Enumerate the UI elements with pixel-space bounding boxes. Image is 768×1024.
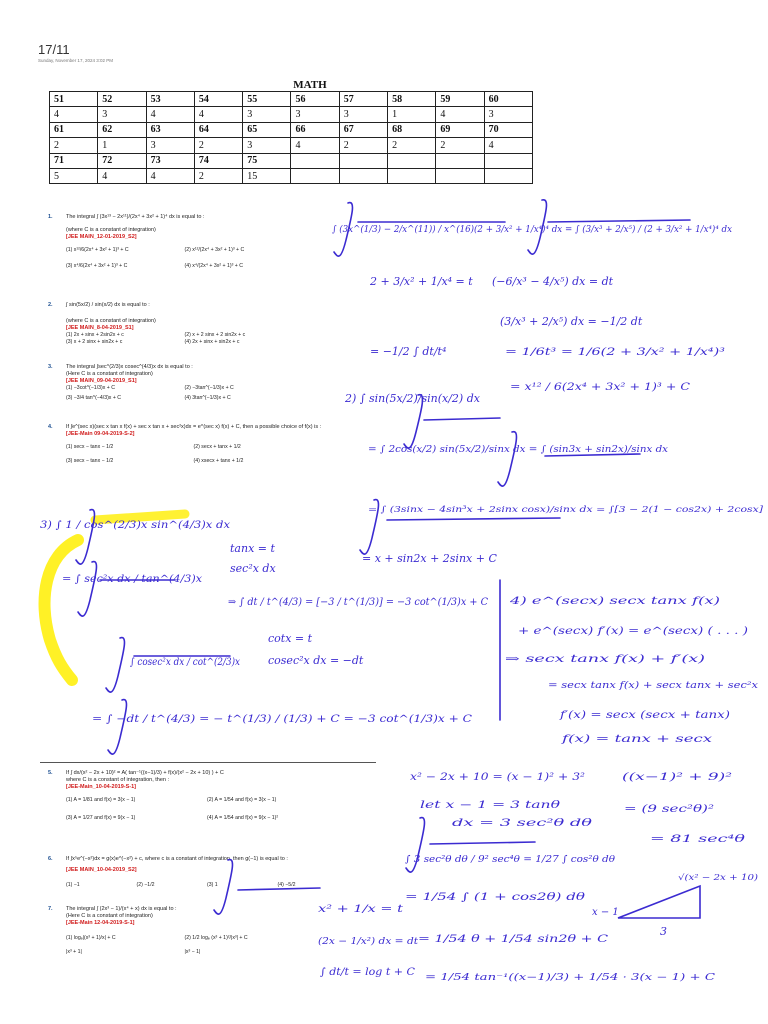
integral-sign [106,638,124,693]
question-number: 1. [48,214,53,220]
ink-line: ∫ (3x^(1/3) − 2/x^(11)) / x^(16)(2 + 3/x² + 1/x⁴)⁴ dx = ∫ (3/x³ + 2/x⁵) / (2 + 3/x² + 1/x⁴)⁴ dx [332,225,748,235]
option: (1) −3cot^(−1/3)x + C [66,385,115,391]
table-cell: 4 [98,168,146,183]
ink-line: (2x − 1/x²) dx = dt [318,936,419,947]
table-cell: 2 [339,138,387,153]
integral-sign [108,700,126,755]
table-cell: 61 [50,122,98,137]
ink-line: 2 + 3/x² + 1/x⁴ = t [370,275,473,288]
option: (3) x⁴/6(2x⁴ + 3x² + 1)³ + C [66,263,128,269]
option: (4) x⁴/(2x⁴ + 3x² + 1)³ + C [184,263,244,269]
table-cell: 55 [243,92,291,107]
ink-line: = x¹² / 6(2x⁴ + 3x² + 1)³ + C [510,382,691,393]
ink-line: = −1/2 ∫ dt/t⁴ [370,345,447,358]
table-cell: 3 [291,107,339,122]
question-number: 5. [48,770,53,776]
question-stem: The integral ∫sec^(2/3)x cosec^(4/3)x dx is equal to : [66,364,193,370]
option: (1) 2x + sinx + 2sin2x + c [66,332,124,338]
answer-key-heading: MATH [293,79,327,91]
ink-line: = ∫ sec²x dx / tan^(4/3)x [62,574,203,585]
table-cell: 3 [243,138,291,153]
ink-line: = x + sin2x + 2sinx + C [362,552,497,565]
question-stem: If ∫ dx/(x² − 2x + 10)² = A( tan⁻¹((x−1)/3) + f(x)/(x² − 2x + 10) ) + C [66,770,224,776]
option: (2) −3tan^(−1/3)x + C [184,385,234,391]
option: (3) A = 1/27 and f(x) = 9(x − 1) [66,815,136,821]
question-number: 2. [48,302,53,308]
option: (1) x¹²/6(2x⁴ + 3x² + 1)³ + C [66,247,129,253]
option: (2) 1/2 logₑ (x³ + 1)²/|x³| + C [184,935,248,941]
question-number: 6. [48,856,53,862]
table-cell: 4 [146,168,194,183]
ink-line: ⇒ ∫ dt / t^(4/3) = [−3 / t^(1/3)] = −3 cot^(1/3)x + C [228,597,489,608]
table-cell: 73 [146,153,194,168]
question-note: (Here C is a constant of integration) [66,913,153,919]
ink-line: x² + 1/x = t [318,904,405,915]
ink-line: sec²x dx [230,562,276,575]
ink-line: dx = 3 sec²θ dθ [452,818,592,829]
question-note: (where C is a constant of integration) [66,318,156,324]
ink-text [40,224,764,983]
option: (4) −5/2 [277,882,296,888]
ink-line: = 1/6t³ = 1/6(2 + 3/x² + 1/x⁴)³ [505,347,725,358]
ink-line: = ∫ (3sinx − 4sin³x + 2sinx cosx)/sinx dx = ∫[3 − 2(1 − cos2x) + 2cosx] [368,505,677,515]
option: (3) secx − tanx − 1/2 [66,458,114,464]
table-cell: 66 [291,122,339,137]
question-source: [JEE MAIN_8-04-2019_S1] [66,325,134,331]
table-cell: 58 [388,92,436,107]
table-cell: 67 [339,122,387,137]
question-note: (where C is a constant of integration) [66,227,156,233]
question-note: (Here C is a constant of integration) [66,371,153,377]
table-cell: 4 [484,138,532,153]
ink-line: 4) e^(secx) secx tanx f(x) [508,596,721,607]
table-cell: 60 [484,92,532,107]
option: (2) x + 2 sinx + 2 sin2x + c [184,332,246,338]
question-source: [JEE MAIN_12-01-2019_S2] [66,234,137,240]
table-cell: 59 [436,92,484,107]
question-stem: ∫ sin(5x/2) / sin(x/2) dx is equal to : [66,302,150,308]
fraction-bar [430,842,535,844]
table-cell: 64 [194,122,242,137]
table-cell: 53 [146,92,194,107]
table-cell: 4 [146,107,194,122]
table-cell: 3 [146,138,194,153]
option: (1) secx − tanx − 1/2 [66,444,114,450]
table-cell: 1 [388,107,436,122]
highlight-stroke [45,540,78,680]
ink-line: ((x−1)² + 9)² [622,772,732,783]
question-source: [JEE MAIN_09-04-2019_S1] [66,378,137,384]
option: (3) −3/4 tan^(−4/3)x + C [66,395,122,401]
ink-line: √(x² − 2x + 10) [678,873,758,882]
table-cell: 1 [98,138,146,153]
question-source: [JEE-Main 09-04-2019-S-2] [66,431,135,437]
table-cell: 4 [194,107,242,122]
option: (4) 3tan^(−1/3)x + C [184,395,231,401]
ink-line: + e^(secx) f′(x) = e^(secx) ( . . . ) [518,626,749,637]
table-cell: 51 [50,92,98,107]
table-cell: 4 [436,107,484,122]
table-cell: 4 [50,107,98,122]
ink-line: (−6/x³ − 4/x⁵) dx = dt [492,275,614,288]
fraction-bar [424,418,500,420]
fraction-bar [387,518,560,520]
table-cell: 2 [388,138,436,153]
ink-line: = 81 sec⁴θ [650,834,745,845]
integral-sign [498,432,516,486]
question-note: where C is a constant of integration, then : [66,777,170,783]
question-stem: If ∫e^(sec x)(sec x tan x f(x) + sec x tan x + sec²x)dx = e^(sec x) f(x) + C, then a possible choice of f(x) is : [66,424,322,430]
ink-line: cotx = t [268,632,313,645]
question-number: 7. [48,906,53,912]
option: (1) logₑ|(x³ + 1)/x| + C [66,935,116,941]
ink-line: = 1/54 θ + 1/54 sin2θ + C [418,934,609,945]
question-source: [JEE-Main 12-04-2019-S-1] [66,920,135,926]
table-cell: 74 [194,153,242,168]
ink-line: x − 1 [592,907,619,918]
ink-line: = ∫ −dt / t^(4/3) = − t^(1/3) / (1/3) + C = −3 cot^(1/3)x + C [92,714,473,725]
table-cell: 70 [484,122,532,137]
ink-line: cosec²x dx = −dt [268,654,364,667]
table-cell: 52 [98,92,146,107]
table-cell: 5 [50,168,98,183]
ink-line: f(x) = tanx + secx [560,734,713,745]
ink-line: (3/x³ + 2/x⁵) dx = −1/2 dt [500,315,643,328]
fraction-bar [238,888,320,890]
question-stem: The integral ∫ (3x¹³ − 2x¹¹)/(2x⁴ + 3x² + 1)⁴ dx is equal to : [66,214,205,220]
option: (4) xsecx + tanx + 1/2 [193,458,244,464]
option: |x³ + 1| [66,949,82,955]
table-cell: 63 [146,122,194,137]
ink-line: let x − 1 = 3 tanθ [420,800,560,811]
option: (2) x¹²/(2x⁴ + 3x² + 1)³ + C [184,247,245,253]
ink-line: ⇒ secx tanx f(x) + f′(x) [505,654,706,665]
table-cell: 62 [98,122,146,137]
ink-line: = 1/54 tan⁻¹((x−1)/3) + 1/54 · 3(x − 1) + C [425,973,622,983]
option: (2) −1/2 [136,882,155,888]
table-cell: 71 [50,153,98,168]
option: (4) 2x + sinx + sin2x + c [184,339,240,345]
table-cell: 56 [291,92,339,107]
option: (2) A = 1/54 and f(x) = 3(x − 1) [207,797,277,803]
ink-line: 2) ∫ sin(5x/2)/sin(x/2) dx [345,392,480,405]
option: (4) A = 1/54 and f(x) = 9(x − 1)² [207,815,279,821]
option: (1) A = 1/81 and f(x) = 3(x − 1) [66,797,136,803]
option: (1) −1 [66,882,80,888]
option: |x³ − 1| [184,949,201,955]
table-cell: 54 [194,92,242,107]
ink-line: x² − 2x + 10 = (x − 1)² + 3² [410,772,585,783]
table-cell: 4 [291,138,339,153]
integral-sign [78,562,96,617]
question-stem: If ∫x⁵e^(−x²)dx = g(x)e^(−x²) + c, where c is a constant of integration, then g(−1) is equal to : [66,856,288,862]
table-cell: 2 [50,138,98,153]
table-cell: 57 [339,92,387,107]
question-source: [JEE-Main_10-04-2019-S-1] [66,784,137,790]
ink-line: ∫ dt/t = log t + C [320,967,416,978]
ink-line: = secx tanx f(x) + secx tanx + sec²x [548,681,713,691]
integral-sign [214,860,232,915]
table-cell: 69 [436,122,484,137]
option: (3) x + 2 sinx + sin2x + c [66,339,123,345]
question-stem: The integral ∫ (2x³ − 1)/(x⁴ + x) dx is equal to : [66,906,177,912]
question-number: 3. [48,364,53,370]
option: (2) secx + tanx + 1/2 [193,444,241,450]
ink-line: ∫ 3 sec²θ dθ / 9² sec⁴θ = 1/27 ∫ cos²θ dθ [405,854,616,865]
ink-line: f′(x) = secx (secx + tanx) [558,710,731,721]
table-cell: 75 [243,153,291,168]
triangle-diagram [618,886,700,918]
question-source: [JEE MAIN_10-04-2019_S2] [66,867,137,873]
table-cell: 3 [339,107,387,122]
ink-line: 3 [660,925,667,938]
table-cell: 65 [243,122,291,137]
ink-line: tanx = t [230,542,275,555]
ink-line: = 1/54 ∫ (1 + cos2θ) dθ [405,892,585,903]
table-cell: 2 [194,138,242,153]
table-cell: 15 [243,168,291,183]
table-cell: 72 [98,153,146,168]
table-cell: 3 [484,107,532,122]
option: (3) 1 [207,882,218,888]
question-number: 4. [48,424,53,430]
table-cell: 3 [98,107,146,122]
table-cell: 3 [243,107,291,122]
page-title: 17/11 [38,42,70,57]
fraction-bar [548,220,690,222]
ink-line: 3) ∫ 1 / cos^(2/3)x sin^(4/3)x dx [40,520,231,531]
ink-line: = (9 sec²θ)² [624,804,714,815]
table-cell: 68 [388,122,436,137]
table-cell: 2 [436,138,484,153]
table-cell: 2 [194,168,242,183]
ink-line: ∫ cosec²x dx / cot^(2/3)x [130,657,241,668]
ink-line: = ∫ 2cos(x/2) sin(5x/2)/sinx dx = ∫ (sin3x + sin2x)/sinx dx [368,445,630,455]
page-date: Sunday, November 17, 2024 3:02 PM [38,58,113,63]
